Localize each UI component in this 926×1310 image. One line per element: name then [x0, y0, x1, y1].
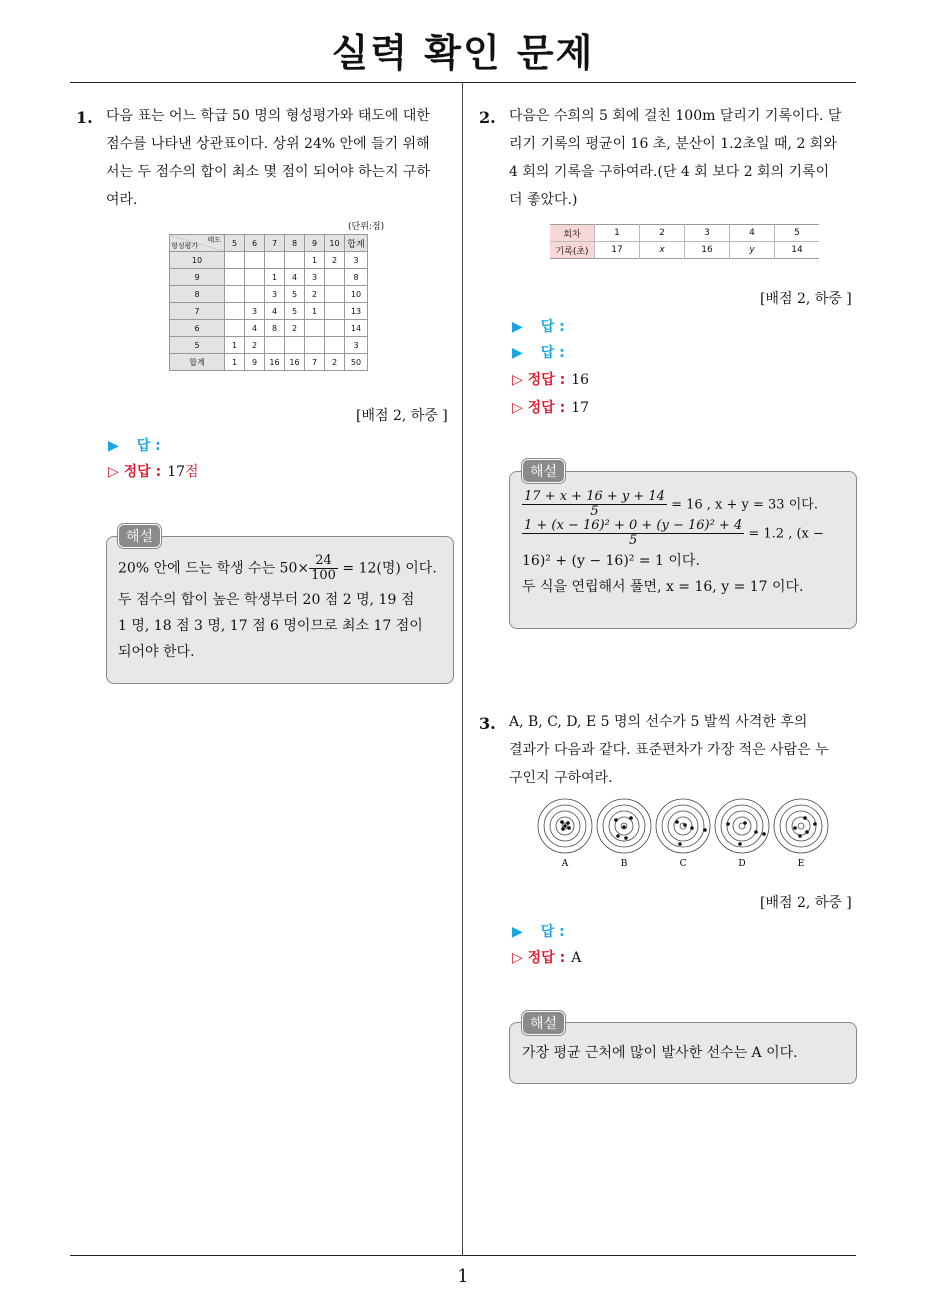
q1-answer-label: 답 :	[136, 438, 161, 454]
q1-cell: 2	[305, 286, 325, 303]
target-label: B	[620, 859, 628, 866]
q1-cell	[325, 286, 345, 303]
q2-line-2: 리기 기록의 평균이 16 초, 분산이 1.2초일 때, 2 회와	[509, 136, 837, 152]
q3-shooting-targets	[535, 796, 835, 866]
q1-cell: 4	[265, 303, 285, 320]
q1-cell	[245, 286, 265, 303]
play-triangle-icon: ▶	[108, 438, 119, 454]
q2-round: 3	[685, 225, 730, 242]
q2-answer-row-1	[512, 316, 565, 336]
q2-record: y	[730, 242, 775, 259]
target-label: C	[679, 859, 687, 866]
q2-solution-line-1	[522, 490, 852, 519]
q1-cell	[285, 337, 305, 354]
q1-col-header: 합계	[345, 235, 368, 252]
q2-score: [배점 2, 하중 ]	[760, 291, 852, 307]
fraction-numerator: 1 + (x − 16)² + 0 + (y − 16)² + 4	[524, 518, 743, 533]
play-triangle-icon: ▶	[512, 924, 523, 940]
q1-line-4: 여라.	[106, 192, 138, 208]
outline-triangle-icon: ▷	[512, 950, 523, 966]
q2-round: 1	[595, 225, 640, 242]
q2-line-4: 더 좋았다.)	[509, 192, 578, 208]
play-triangle-icon: ▶	[512, 345, 523, 361]
q1-cell: 5	[285, 286, 305, 303]
q1-cell: 4	[285, 269, 305, 286]
table-row	[170, 286, 368, 303]
q1-corner-top: 태도	[207, 236, 221, 244]
q1-col-header: 6	[245, 235, 265, 252]
target-label: E	[797, 859, 805, 866]
q1-row-label: 7	[170, 303, 225, 320]
q1-row-label: 6	[170, 320, 225, 337]
q1-cell: 3	[245, 303, 265, 320]
q1-cell	[325, 269, 345, 286]
q1-cell	[225, 286, 245, 303]
q2-round: 2	[640, 225, 685, 242]
q1-col-header: 9	[305, 235, 325, 252]
q1-cell	[245, 252, 265, 269]
q1-correct-unit: 점	[185, 464, 199, 480]
table-row	[170, 320, 368, 337]
q2-line-1: 다음은 수희의 5 회에 걸친 100m 달리기 기록이다. 달	[509, 108, 842, 124]
q1-col-header: 5	[225, 235, 245, 252]
q2-round: 5	[775, 225, 820, 242]
q2-header-round: 회차	[550, 225, 595, 242]
table-row	[550, 225, 819, 242]
outline-triangle-icon: ▷	[512, 372, 523, 388]
q1-cell: 10	[345, 286, 368, 303]
q1-corner-bottom: 형성평가	[171, 242, 199, 250]
q1-solution-line-4: 되어야 한다.	[118, 644, 195, 660]
q1-cell	[225, 269, 245, 286]
q1-solution-tag: 해설	[118, 524, 161, 548]
play-triangle-icon: ▶	[512, 319, 523, 335]
q1-cell: 2	[285, 320, 305, 337]
target-a	[538, 799, 592, 866]
column-divider	[462, 82, 463, 1255]
q1-cell: 1	[305, 303, 325, 320]
q1-table-unit: (단위:점)	[348, 222, 385, 232]
q1-cell: 1	[265, 269, 285, 286]
q1-cell	[325, 320, 345, 337]
q2-round: 4	[730, 225, 775, 242]
outline-triangle-icon: ▷	[108, 464, 119, 480]
q1-cell: 9	[245, 354, 265, 371]
q1-row-label: 10	[170, 252, 225, 269]
q2-correct-label: 정답 :	[527, 400, 566, 416]
q1-cell	[305, 337, 325, 354]
q2-line-3: 4 회의 기록을 구하여라.(단 4 회 보다 2 회의 기록이	[509, 164, 830, 180]
q1-solution-part: 20% 안에 드는 학생 수는 50×	[118, 560, 310, 577]
table-row	[170, 269, 368, 286]
q1-cell	[325, 337, 345, 354]
q1-col-header: 10	[325, 235, 345, 252]
fraction-denominator: 5	[590, 504, 599, 519]
q2-record: 16	[685, 242, 730, 259]
q1-line-1: 다음 표는 어느 학급 50 명의 형성평가와 태도에 대한	[106, 108, 430, 124]
q2-solution-line-3: 16)² + (y − 16)² = 1 이다.	[522, 553, 700, 569]
target-b	[597, 799, 651, 866]
target-d	[715, 799, 769, 866]
q1-cell: 16	[265, 354, 285, 371]
q1-line-2: 점수를 나타낸 상관표이다. 상위 24% 안에 들기 위해	[106, 136, 430, 152]
q1-row-label: 합계	[170, 354, 225, 371]
q1-line-3: 서는 두 점수의 합이 최소 몇 점이 되어야 하는지 구하	[106, 164, 431, 180]
q2-correct-row-2	[512, 397, 589, 417]
q1-cell: 8	[345, 269, 368, 286]
q3-score: [배점 2, 하중 ]	[760, 895, 852, 911]
fraction-denominator: 100	[311, 568, 336, 583]
target-c	[656, 799, 710, 866]
page-number: 1	[457, 1266, 469, 1287]
q1-cell: 1	[225, 354, 245, 371]
q1-col-header: 7	[265, 235, 285, 252]
target-label: D	[738, 859, 746, 866]
q1-cell: 16	[285, 354, 305, 371]
q3-answer-label: 답 :	[540, 924, 565, 940]
q1-cell: 3	[345, 337, 368, 354]
q1-solution-line-3: 1 명, 18 점 3 명, 17 점 6 명이므로 최소 17 점이	[118, 618, 423, 634]
q1-col-header: 8	[285, 235, 305, 252]
target-e	[774, 799, 828, 866]
q3-number: 3.	[479, 714, 496, 733]
q1-cell	[225, 252, 245, 269]
q1-correlation-table	[169, 234, 368, 371]
q1-correct-label: 정답 :	[123, 464, 162, 480]
q2-question-text	[509, 102, 857, 214]
q1-cell: 5	[285, 303, 305, 320]
q2-record: 17	[595, 242, 640, 259]
q2-solution-line-4: 두 식을 연립해서 풀면, x = 16, y = 17 이다.	[522, 579, 804, 595]
q2-answer-label: 답 :	[540, 319, 565, 335]
q1-cell: 1	[305, 252, 325, 269]
q1-row-label: 8	[170, 286, 225, 303]
q3-line-3: 구인지 구하여라.	[509, 770, 613, 786]
q1-solution-line-1	[118, 554, 448, 583]
q1-cell: 8	[265, 320, 285, 337]
q2-number: 2.	[479, 108, 496, 127]
q2-solution-part: = 1.2 , (x −	[744, 526, 824, 542]
q1-cell: 2	[325, 354, 345, 371]
q2-answer-label: 답 :	[540, 345, 565, 361]
q1-cell	[325, 303, 345, 320]
q2-solution-fraction-1	[522, 490, 667, 519]
q3-correct-label: 정답 :	[527, 950, 566, 966]
q1-row-label: 5	[170, 337, 225, 354]
q2-record-table	[550, 224, 819, 259]
q3-correct-row	[512, 947, 581, 967]
q1-cell	[225, 320, 245, 337]
q3-solution-tag: 해설	[522, 1011, 565, 1035]
page-title: 실력 확인 문제	[331, 31, 595, 75]
q1-cell	[285, 252, 305, 269]
q2-solution-fraction-2	[522, 519, 744, 548]
q1-question-text	[106, 102, 454, 214]
q1-cell: 1	[225, 337, 245, 354]
q1-correct-row	[108, 461, 199, 481]
q1-cell: 2	[325, 252, 345, 269]
table-row	[170, 337, 368, 354]
q2-header-record: 기록(초)	[550, 242, 595, 259]
q1-solution-line-2: 두 점수의 합이 높은 학생부터 20 점 2 명, 19 점	[118, 592, 415, 608]
q3-question-text	[509, 708, 857, 792]
q1-score: [배점 2, 하중 ]	[356, 408, 448, 424]
q2-record: 14	[775, 242, 820, 259]
q1-cell	[245, 269, 265, 286]
q1-cell: 50	[345, 354, 368, 371]
q1-cell: 3	[305, 269, 325, 286]
q2-solution-text	[522, 490, 852, 600]
q1-cell: 7	[305, 354, 325, 371]
q3-line-2: 결과가 다음과 같다. 표준편차가 가장 적은 사람은 누	[509, 742, 829, 758]
outline-triangle-icon: ▷	[512, 400, 523, 416]
q1-cell: 4	[245, 320, 265, 337]
q1-number: 1.	[76, 108, 93, 127]
bottom-divider	[70, 1255, 856, 1256]
top-divider	[70, 82, 856, 83]
q1-cell: 3	[345, 252, 368, 269]
q1-cell	[265, 252, 285, 269]
q1-cell	[225, 303, 245, 320]
fraction-numerator: 24	[309, 554, 338, 569]
q3-answer-row	[512, 921, 565, 941]
q1-cell: 3	[265, 286, 285, 303]
q1-solution-text	[118, 554, 448, 665]
table-row	[550, 242, 819, 259]
q1-cell	[305, 320, 325, 337]
q2-correct-label: 정답 :	[527, 372, 566, 388]
table-row	[170, 354, 368, 371]
q1-cell: 2	[245, 337, 265, 354]
q2-correct-row-1	[512, 369, 589, 389]
q2-solution-part: = 16 , x + y = 33 이다.	[666, 497, 818, 513]
q1-cell: 13	[345, 303, 368, 320]
q1-correct-value: 17	[167, 464, 186, 480]
table-row	[170, 252, 368, 269]
q2-record: x	[640, 242, 685, 259]
q3-correct-value: A	[571, 950, 582, 966]
q1-answer-row	[108, 435, 161, 455]
q1-corner-cell	[170, 235, 225, 252]
q2-solution-tag: 해설	[522, 459, 565, 483]
q3-solution-text: 가장 평균 근처에 많이 발사한 선수는 A 이다.	[522, 1045, 798, 1061]
q3-line-1: A, B, C, D, E 5 명의 선수가 5 발씩 사격한 후의	[509, 714, 808, 730]
table-row	[170, 303, 368, 320]
q2-correct-value-1: 16	[571, 372, 590, 388]
q2-answer-row-2	[512, 342, 565, 362]
q2-correct-value-2: 17	[571, 400, 590, 416]
q1-solution-part: = 12(명) 이다.	[337, 560, 437, 577]
q1-row-label: 9	[170, 269, 225, 286]
fraction-denominator: 5	[628, 533, 638, 548]
q2-solution-line-2	[522, 519, 852, 548]
q1-solution-fraction	[309, 554, 338, 583]
fraction-numerator: 17 + x + 16 + y + 14	[524, 489, 665, 504]
q1-cell: 14	[345, 320, 368, 337]
target-label: A	[561, 859, 569, 866]
q1-cell	[265, 337, 285, 354]
